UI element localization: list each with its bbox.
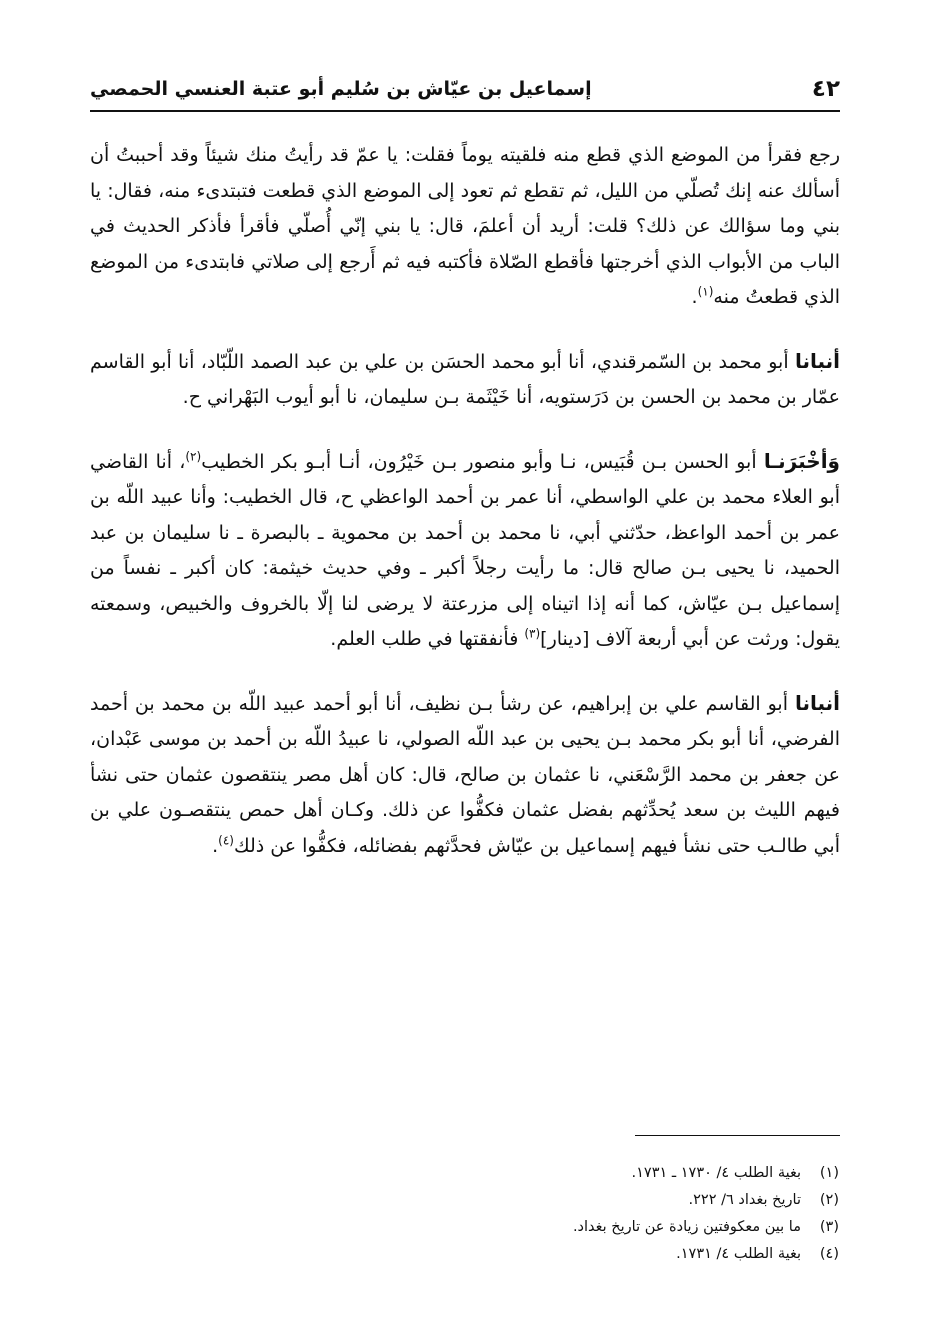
footnote-ref: (١) [697, 284, 714, 299]
footnote-number: (٤) [819, 1246, 839, 1262]
footnote-text: بغية الطلب ٤/ ١٧٣١. [676, 1246, 801, 1262]
footnote-ref: (٤) [218, 833, 234, 848]
paragraph-lead: أنبانا [794, 690, 840, 715]
footnote-ref: (٣) [524, 626, 541, 641]
paragraph-text: أبو محمد بن السّمرقندي، أنا أبو محمد الحسَن بن علي بن عبد الصمد اللّبّاد، أنا أبو القاسم عمّار بن محمد بن الحسن بن دَرَستويه، أنا خَيْثَمة بـن سليمان، نا أبو أيوب البَهْراني ح. [90, 350, 840, 408]
main-text [90, 138, 840, 892]
footnote-text: تاريخ بغداد ٦/ ٢٢٢. [688, 1192, 801, 1208]
paragraph-3 [90, 444, 840, 658]
paragraph-text: أبو الحسن بـن قُبَيس، نـا وأبو منصور بـن خَيْرُون، أنـا أبـو بكر الخطيب [201, 450, 764, 473]
running-head: إسماعيل بن عيّاش بن سُليم أبو عتبة العنسي الحمصي [90, 78, 592, 100]
paragraph-tail: ، أنا القاضي أبو العلاء محمد بن علي الواسطي، أنا عمر بن أحمد الواعظي ح، قال الخطيب: وأنا عبيد اللّه بن عمر بن أحمد الواعظ، حدّثني أبي، نا محمد بن أحمد بن محموية ـ بالبصرة ـ نا سليمان بن عبد الحميد، نا يحيى بـن صالح قال: ما رأيت رجلاً أكبر ـ وفي حديث خيثمة: كان أكبر ـ نفساً من إسماعيل بـن عيّاش، كما أنه إذا اتيناه إلى مزرعتة لا يرضى لنا إلّا بالخروف والخبيص، وسمعته يقول: ورثت عن أبي أربعة آلاف [دينار] [90, 450, 840, 650]
footnote-text: بغية الطلب ٤/ ١٧٣٠ ـ ١٧٣١. [631, 1165, 801, 1181]
paragraph-text: رجع فقرأ من الموضع الذي قطع منه فلقيته يوماً فقلت: يا عمّ قد رأيتُ منك شيئاً وقد أحببتُ أن أسألك عنه إنك تُصلّي من الليل، ثم تقطع ثم تعود إلى الموضع الذي قطعت فتبتدىء منه، فقال: يا بني وما سؤالك عن ذلك؟ قلت: أريد أن أعلمَ، قال: يا بني إنّي أُصلّي فأقرأ فأذكر الحديث في الباب من الأبواب الذي أخرجتها فأقطع الصّلاة فأكتبه فيه ثم أَرجع إلى صلاتي فابتدىء من الموضع الذي قطعتُ منه [90, 144, 840, 308]
paragraph-tail: . [212, 834, 219, 857]
paragraph-text: أبو القاسم علي بن إبراهيم، عن رشأ بـن نظيف، أنا أبو أحمد عبيد اللّه بن محمد بن أحمد الفرضي، أنا أبو بكر محمد بـن يحيى بن عبد اللّه الصولي، نا عبيدُ اللّه بن أحمد بن موسى عَبْدان، عن جعفر بن محمد الرَّسْعَني، نا عثمان بن صالح، قال: كان أهل مصر ينتقصون عثمان حتى نشأ فيهم الليث بن سعد يُحدِّثهم بفضل عثمان فكفُّوا عن ذلك. وكـان أهل حمص ينتقصـون علي بن أبي طالـب حتى نشأ فيهم إسماعيل بن عيّاش فحدَّثهم بفضائله، فكفُّوا عن ذلك [90, 692, 840, 857]
footnote-divider [635, 1135, 840, 1136]
paragraph-tail: فأنفقتها في طلب العلم. [330, 628, 525, 650]
paragraph-lead: أنبانا [794, 348, 840, 373]
footnote-item [139, 1214, 839, 1241]
paragraph-lead: وَأخْبَرَنـا [763, 448, 840, 473]
footnote-ref: (٢) [185, 449, 202, 464]
footnote-number: (٣) [819, 1219, 839, 1235]
footnote-text: ما بين معكوفتين زيادة عن تاريخ بغداد. [572, 1219, 801, 1235]
footnotes [139, 1160, 839, 1268]
paragraph-tail: . [691, 286, 698, 308]
paragraph-4 [90, 686, 840, 865]
paragraph-2 [90, 344, 840, 416]
footnote-item [139, 1160, 839, 1187]
footnote-item [139, 1241, 839, 1268]
footnote-item [139, 1187, 839, 1214]
page-header [90, 70, 840, 112]
footnote-number: (١) [819, 1165, 839, 1181]
footnote-number: (٢) [819, 1192, 839, 1208]
paragraph-1 [90, 138, 840, 316]
page-number: ٤٢ [811, 76, 840, 102]
